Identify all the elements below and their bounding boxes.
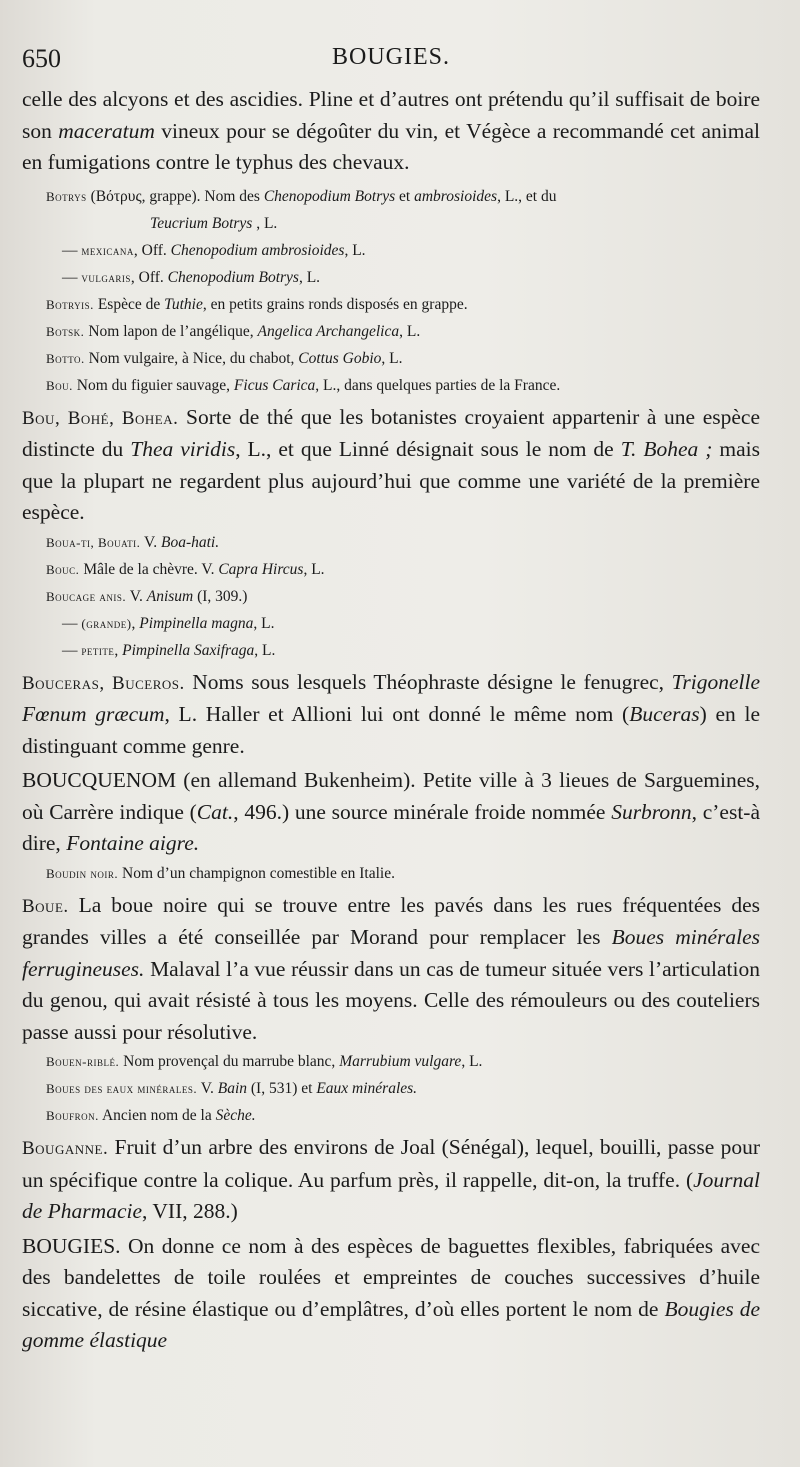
entry-headword: vulgaris [81,269,131,285]
italic-term: T. Bohea ; [620,437,713,461]
text: , VII, 288.) [142,1199,238,1223]
entry-botsk [46,318,760,345]
text: V. [200,1080,214,1097]
entry-bougies [22,1231,760,1357]
entry-botrys [46,183,760,210]
entry-boue [22,890,760,1049]
dash: — [62,268,78,286]
text: (I, 309.) [197,587,248,605]
text: celle des alcyons et des ascidies. Pline et d’autres ont prétendu qu’il suffisait de boire son [22,87,760,143]
italic-term: Marrubium vulgare [339,1053,462,1070]
italic-term: Angelica Archangelica [257,322,400,340]
entry-headword: Bouganne. [22,1138,109,1159]
text: (en allemand Bukenheim). Petite ville à 3 lieues de Sarguemines, où Carrère indique ( [22,768,760,824]
text: mais que la plupart ne regardent plus aujourd’hui que comme une variété de la première espèce. [22,437,761,524]
text: On donne ce nom à des espèces de baguettes flexibles, fabriquées avec des bandelettes de toile roulées et empreintes de couches successives d’huile siccative, de résine élastique ou d’emplâtres, d’où elles portent le nom de [22,1233,761,1321]
text: , Off. [133,241,167,259]
entry-headword: Boudin noir. [46,865,119,881]
entry-botrys-continued [150,210,760,237]
italic-term: Fontaine aigre. [66,831,200,855]
italic-term: Journal de Pharmacie [22,1167,760,1223]
entry-headword: Bou, Bohé, Bohea. [22,407,179,429]
page-body [22,84,760,1357]
dash: — [62,241,78,259]
entry-boucage [46,583,760,610]
text: , L. [256,214,278,232]
text: , L., et que Linné désignait sous le nom de [235,437,614,461]
italic-term: Pimpinella Saxifraga [122,641,255,659]
italic-term: Surbronn [611,799,692,824]
italic-term: Anisum [146,587,194,605]
text: , L. [303,560,325,578]
entry-bou-bohe [22,402,760,529]
entry-headword: Botryis. [46,296,94,312]
entry-headword: Botsk. [46,323,85,339]
text: , c’est-à dire, [22,799,761,855]
text: Nom lapon de l’angélique, [88,322,254,340]
entry-vulgaris [62,264,760,291]
entry-headword: Boua-ti, Bouati. [46,534,141,550]
text: , L., dans quelques parties de la France. [315,376,561,394]
text: V. [144,533,158,551]
italic-term: Cat. [196,799,234,824]
text: , en petits grains ronds disposés en grappe. [202,295,468,313]
text: , L. [381,349,403,367]
italic-term: Buceras [629,702,700,726]
text: Nom vulgaire, à Nice, du chabot, [88,349,295,367]
text: ) en le distinguant comme genre. [22,702,761,758]
text: (I, 531) et [250,1080,313,1097]
italic-term: Sèche. [215,1107,256,1124]
text: Nom provençal du marrube blanc, [123,1053,336,1070]
entry-bouc [46,556,760,583]
text: , L., et du [497,187,557,205]
italic-term: maceratum [58,118,155,143]
entry-bouganne [22,1132,760,1228]
italic-term: Chenopodium Botrys [167,268,299,286]
italic-term: ambrosioides [414,187,498,205]
italic-term: Capra Hircus [218,560,304,578]
entry-boudin-noir [46,860,760,887]
italic-term: Teucrium Botrys [150,214,253,232]
text: La boue noire qui se trouve entre les pavés dans les rues fréquentées des grandes villes a été conseillée par Morand pour remplacer les [22,892,761,949]
entry-boues-eaux-minerales [46,1075,760,1102]
entry-bouen-ribble [46,1048,760,1075]
text: Ancien nom de la [101,1107,212,1124]
text: , L. [254,641,276,659]
entry-headword: mexicana [81,242,134,258]
italic-term: Chenopodium Botrys [263,187,396,205]
entry-headword: (grande) [81,615,132,631]
running-head [22,44,760,84]
entry-boufron [46,1102,760,1129]
italic-term: Tuthie [164,295,203,313]
italic-term: Boa-hati. [160,533,220,551]
entry-boucage-grande [62,610,760,637]
text: Sorte de thé que les botanistes croyaient appartenir à une espèce distincte du [22,404,761,461]
entry-boua-ti [46,529,760,556]
entry-botryis [46,291,760,318]
entry-boucquenom [22,765,760,860]
italic-term: Pimpinella magna [139,614,254,632]
italic-term: Cottus Gobio [298,349,382,367]
text: Nom du figuier sauvage, [76,376,231,394]
entry-mexicana [62,237,760,264]
italic-term: Boues minérales ferrugineuses. [22,925,760,981]
text: et [399,187,411,205]
running-title: BOUGIES. [331,44,450,70]
text: , L. [461,1053,483,1070]
entry-bou [46,372,760,399]
entry-headword: Botrys [46,188,87,204]
entry-headword: Bouc. [46,561,80,577]
text: , L. [399,322,421,340]
text: Mâle de la chèvre. V. [83,560,215,578]
italic-term: Ficus Carica [233,376,316,394]
italic-term: Eaux minérales. [316,1080,418,1097]
entry-headword: Boue. [22,895,69,917]
text: Malaval l’a vue réussir dans un cas de tumeur située vers l’articulation du genou, qui avait résisté à tous les moyens. Celle des rémouleurs ou des couteliers passe aussi pour résolutive. [22,956,761,1044]
entry-boucage-petite [62,637,760,664]
text: , L. [253,614,275,632]
italic-term: Bougies de gomme élastique [22,1296,761,1352]
text: , L. [344,241,366,259]
paragraph-continuation [22,84,760,179]
entry-headword: Boucage anis. [46,588,127,604]
text: , 496.) une source minérale froide nommée [233,799,606,824]
text: Nom d’un champignon comestible en Italie. [122,864,395,882]
text: , L. Haller et Allioni lui ont donné le même nom ( [164,702,630,726]
text: V. [129,587,143,605]
entry-headword: Bouceras, Buceros. [22,672,185,694]
text: , [114,641,119,659]
italic-term: Chenopodium ambrosioides [170,241,345,259]
entry-botto [46,345,760,372]
entry-headword: petite [81,642,115,658]
dash: — [62,614,78,632]
text: Noms sous lesquels Théophraste désigne le fenugrec, [192,669,665,694]
italic-term: Thea viridis [130,437,236,461]
entry-headword: Boufron. [46,1108,99,1123]
entry-bouceras [22,667,760,763]
text: (Βότρυς, grappe). Nom des [90,187,260,205]
entry-headword: Botto. [46,350,85,366]
entry-headword: Bou. [46,377,73,393]
text: Espèce de [97,295,161,313]
entry-headword: BOUCQUENOM [22,768,177,792]
entry-headword: Boues des eaux minérales. [46,1081,198,1096]
italic-term: Bain [217,1080,248,1097]
text: , [131,614,136,632]
text: Fruit d’un arbre des environs de Joal (Sénégal), lequel, bouilli, passe pour un spécifique contre la colique. Au parfum près, il rappelle, dit-on, la truffe. ( [22,1135,761,1192]
text: , Off. [130,268,164,286]
dash: — [62,641,78,659]
text: vineux pour se dégoûter du vin, et Végèce a recommandé cet animal en fumigations contre le typhus des chevaux. [22,118,760,174]
page-number: 650 [22,44,61,73]
entry-headword: BOUGIES. [22,1233,121,1258]
text: , L. [298,268,321,286]
italic-term: Trigonelle Fœnum græcum [22,669,760,726]
entry-headword: Bouen-riblé. [46,1054,120,1069]
